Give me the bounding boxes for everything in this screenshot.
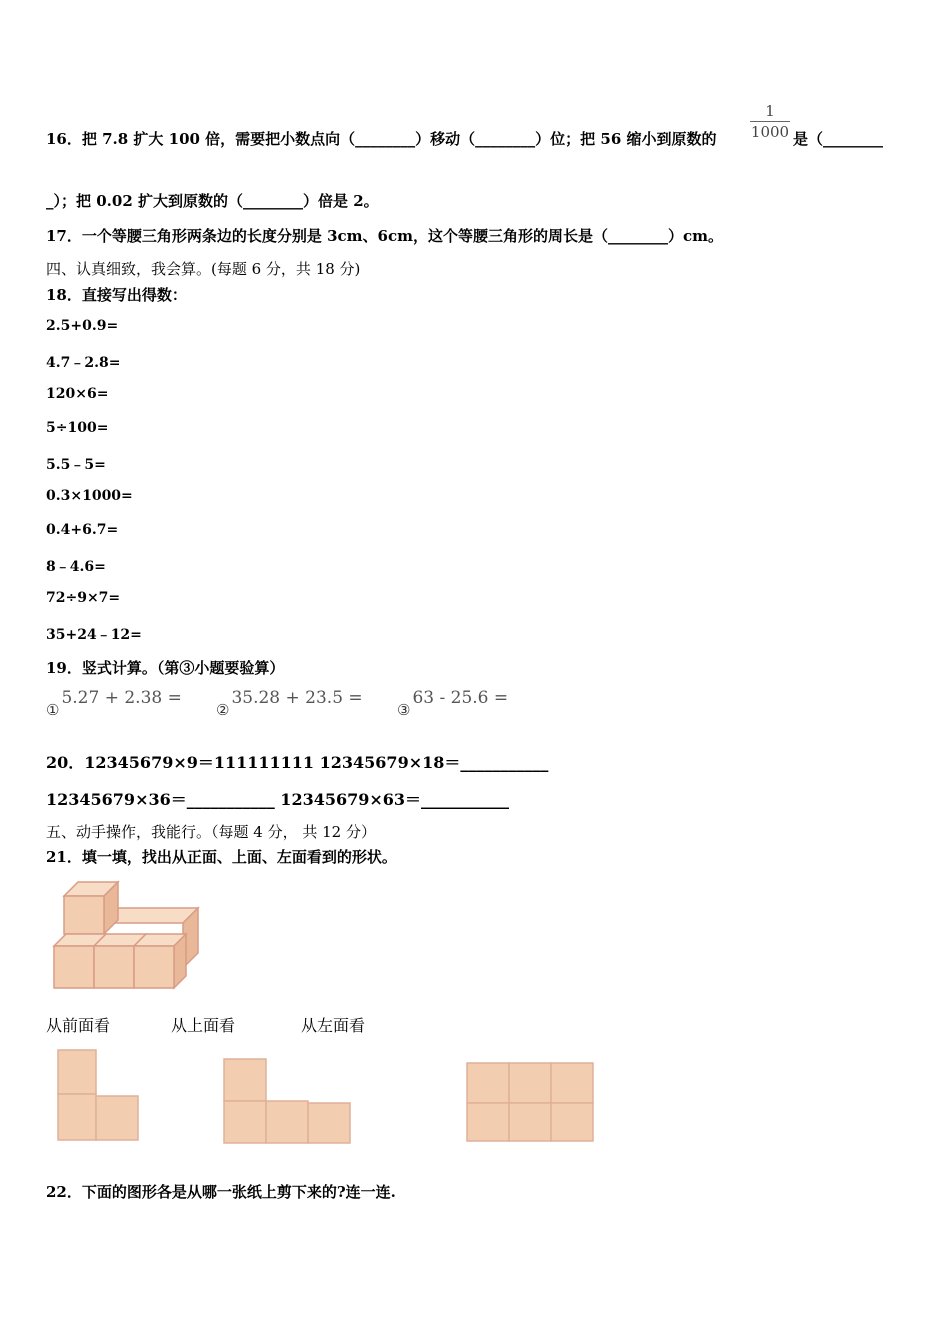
view-shape-b bbox=[222, 1057, 354, 1147]
fraction-numerator: 1 bbox=[765, 102, 775, 120]
q18-item: 5.5﹣5= bbox=[46, 457, 106, 473]
q18-item: 0.4+6.7= bbox=[46, 522, 119, 538]
q19-mark: ② bbox=[216, 701, 230, 719]
q18-title: 18．直接写出得数： bbox=[46, 286, 187, 304]
q20-line2: 12345679×36＝___________ 12345679×63＝___________ bbox=[46, 790, 510, 809]
view-label-front: 从前面看 bbox=[46, 1016, 111, 1035]
q19-item-1 bbox=[46, 688, 182, 719]
fraction-one-thousandth bbox=[750, 102, 790, 141]
q19-expr: 35.28 + 23.5 = bbox=[231, 688, 363, 708]
fraction-denominator: 1000 bbox=[750, 123, 790, 141]
q19-item-2 bbox=[216, 688, 363, 719]
q18-item: 120×6= bbox=[46, 386, 109, 402]
q18-item: 2.5+0.9= bbox=[46, 318, 119, 334]
q19-title: 19．竖式计算。（第③小题要验算） bbox=[46, 659, 285, 677]
view-shape-a bbox=[56, 1048, 146, 1144]
section-5-heading: 五、动手操作，我能行。（每题 4 分， 共 12 分） bbox=[46, 823, 376, 841]
q19-mark: ① bbox=[46, 701, 60, 719]
section-4-heading: 四、认真细致，我会算。(每题 6 分，共 18 分) bbox=[46, 260, 361, 278]
q16-text: 16．把 7.8 扩大 100 倍，需要把小数点向（________）移动（________）位；把 56 缩小到原数的 bbox=[46, 130, 717, 148]
q16-line2: _）；把 0.02 扩大到原数的（________）倍是 2。 bbox=[46, 192, 379, 210]
q18-item: 72÷9×7= bbox=[46, 590, 121, 606]
fraction-bar bbox=[750, 121, 790, 122]
q19-item-3 bbox=[397, 688, 509, 719]
view-shape-c bbox=[465, 1061, 597, 1145]
view-label-top: 从上面看 bbox=[171, 1016, 236, 1035]
q18-item: 35+24﹣12= bbox=[46, 627, 142, 643]
q16-line1 bbox=[46, 128, 717, 149]
q19-expr: 63 - 25.6 = bbox=[412, 688, 509, 708]
q17: 17．一个等腰三角形两条边的长度分别是 3cm、6cm，这个等腰三角形的周长是（________）cm。 bbox=[46, 227, 723, 245]
q22: 22．下面的图形各是从哪一张纸上剪下来的?连一连. bbox=[46, 1183, 396, 1201]
q19-expr: 5.27 + 2.38 = bbox=[61, 688, 182, 708]
q20-line1: 20．12345679×9＝111111111 12345679×18＝___________ bbox=[46, 753, 549, 772]
q21-title: 21．填一填，找出从正面、上面、左面看到的形状。 bbox=[46, 848, 397, 866]
cube-stack-figure bbox=[48, 878, 208, 990]
q19-mark: ③ bbox=[397, 701, 411, 719]
q18-item: 0.3×1000= bbox=[46, 488, 133, 504]
q18-item: 8﹣4.6= bbox=[46, 559, 106, 575]
view-label-left: 从左面看 bbox=[301, 1016, 366, 1035]
q16-tail: 是（________ bbox=[793, 130, 884, 148]
q18-item: 4.7﹣2.8= bbox=[46, 355, 121, 371]
q18-item: 5÷100= bbox=[46, 420, 109, 436]
